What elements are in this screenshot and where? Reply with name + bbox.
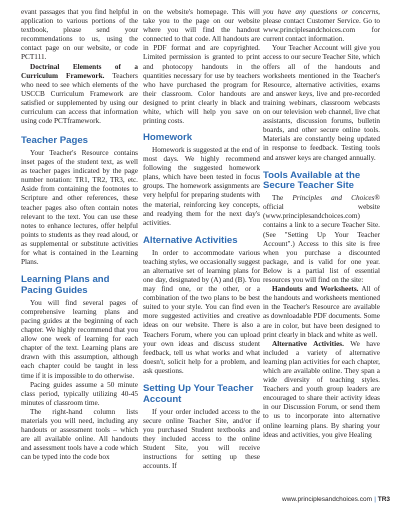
paragraph-text: please contact Customer Service. Go to www.principlesandchoices.com for current contact information.	[263, 17, 380, 44]
paragraph-text: We have included a variety of alternative learning plan activities for each chapter, which are available online. They span a wide diversity of teaching styles. Teachers and youth group leaders are encouraged to share their activity ideas in our Discussion Forum, or send them to us to incorporate into alternative online learning plans. By sharing your ideas and activities, you give Healing	[263, 339, 380, 439]
section-heading-learning-plans: Learning Plans and Pacing Guides	[21, 274, 110, 297]
run-in-heading: Doctrinal Elements of a Curriculum Framework.	[21, 62, 138, 80]
footer-url: www.principlesandchoices.com	[282, 496, 372, 503]
column-right	[263, 8, 380, 440]
paragraph-website	[263, 194, 380, 285]
footer-separator: |	[374, 496, 376, 503]
paragraph: Your Teacher Account will give you access to our secure Teacher Site, which offers all of the handouts and worksheets mentioned in the Teacher's Resource, alternative activities, exams and answer keys, live and pre-recorded training webinars, classroom webcasts on our television web channel, live chat assistants, discussion forums, bulletin boards, and other secure online tools. Materials are constantly being updated in response to feedback. Testing tools and answer keys are changed annually.	[263, 44, 380, 162]
paragraph-alternative	[263, 340, 380, 440]
section-heading-teacher-pages: Teacher Pages	[21, 135, 89, 147]
section-heading-tools: Tools Available at the Secure Teacher Site	[263, 169, 361, 192]
paragraph: You will find several pages of comprehensive learning plans and pacing guides at the beginning of each chapter. We highly recommend that you allow one week of learning for each chapter of the text. Learning plans are drawn with this assumption, although each chapter could be taught in less time if it is impossible to do otherwise.	[21, 298, 138, 380]
section-heading-teacher-account: Setting Up Your Teacher Account	[143, 382, 254, 405]
italic-title: Principles and Choices	[292, 194, 375, 203]
paragraph: Your Teacher's Resource contains inset pages of the student text, as well as teacher pages indicated by the page number notation: TR1, TR2, TR3, etc. Aside from containing the footnotes to Scripture and other references, these teacher pages also often contain notes relevant to the text. You can use these notes to enhance lectures, offer helpful points to students as they read aloud, or as supplemental or substitute activities for what is contained in the Learning Plans.	[21, 149, 138, 267]
paragraph-text: All of the handouts and worksheets mentioned in the Teacher's Resource are available as downloadable PDF documents. Some are in color, but have been designed to print clearly in black and white as well.	[263, 285, 380, 339]
column-middle	[143, 8, 260, 471]
paragraph-text: ® official website (www.principlesandchoices.com) contains a link to a secure Teacher Site. (See "Setting Up Your Teacher Account".) Access to this site is free when you purchase a discounted package, and is valid for one year. Below is a partial list of essential resources you will find on the site:	[263, 194, 380, 285]
page-number: TR3	[377, 496, 390, 503]
paragraph-text: Teachers who need to see which elements of the USCCB Curriculum Framework are satisfied or supplemented by using our curriculum can access that information using code PCTframework.	[21, 71, 138, 126]
page-footer	[0, 494, 400, 506]
paragraph: on the website's homepage. This will take you to the page on our website where you will find the handout connected to that code. All handouts are in PDF format and are copyrighted. Limited permission is granted to print and photocopy handouts in the quantities necessary for use by teachers who have purchased the program for their classroom. Color handouts are designed to print clearly in black and white, which will help you save on printing costs.	[143, 8, 260, 126]
paragraph: Pacing guides assume a 50 minute class period, typically utilizing 40-45 minutes of classroom time.	[21, 380, 138, 407]
paragraph: Homework is suggested at the end of most days. We highly recommend following the suggested homework plans, which have been tested in focus groups. The homework assignments are very helpful for preparing students with the material, reinforcing key concepts, and readying them for the next day's activities.	[143, 146, 260, 227]
paragraph: If your order included access to the secure online Teacher Site, and/or if you purchased Student textbooks and they included access to the online Student Site, you will receive instructions for setting up these accounts. If	[143, 407, 260, 471]
paragraph-doctrinal	[21, 63, 138, 127]
section-heading-alternative-activities: Alternative Activities	[143, 234, 238, 246]
column-left	[21, 8, 138, 463]
run-in-heading: Alternative Activities.	[272, 339, 344, 348]
paragraph: The right-hand column lists materials you will need, including any handouts or assessment tools – which are all available online. All handouts and assessment tools have a code which can be typed into the code box	[21, 407, 138, 462]
paragraph: evant passages that you find helpful in application to various portions of the textbook, please send your recommendations to us, using the contact page on our website, or code PCT111.	[21, 8, 138, 62]
paragraph-handouts	[263, 285, 380, 340]
paragraph-contact	[263, 8, 380, 44]
italic-text: you have any questions or concerns,	[263, 8, 380, 16]
run-in-heading: Handouts and Worksheets.	[272, 285, 359, 294]
paragraph-text: The	[272, 194, 293, 203]
paragraph: In order to accommodate various teaching styles, we occasionally suggest an alternative set of learning plans for one day, designated by (A) and (B). You may find one, or the other, or a combination of the two plans to be best suited to your style. You can find even more suggested activities and creative ideas on our website. There is also a Teachers Forum, where you can upload your own ideas and discuss student feedback, tell us what works and what doesn't, solicit help for a problem, and ask questions.	[143, 248, 260, 375]
section-heading-homework: Homework	[143, 132, 193, 144]
